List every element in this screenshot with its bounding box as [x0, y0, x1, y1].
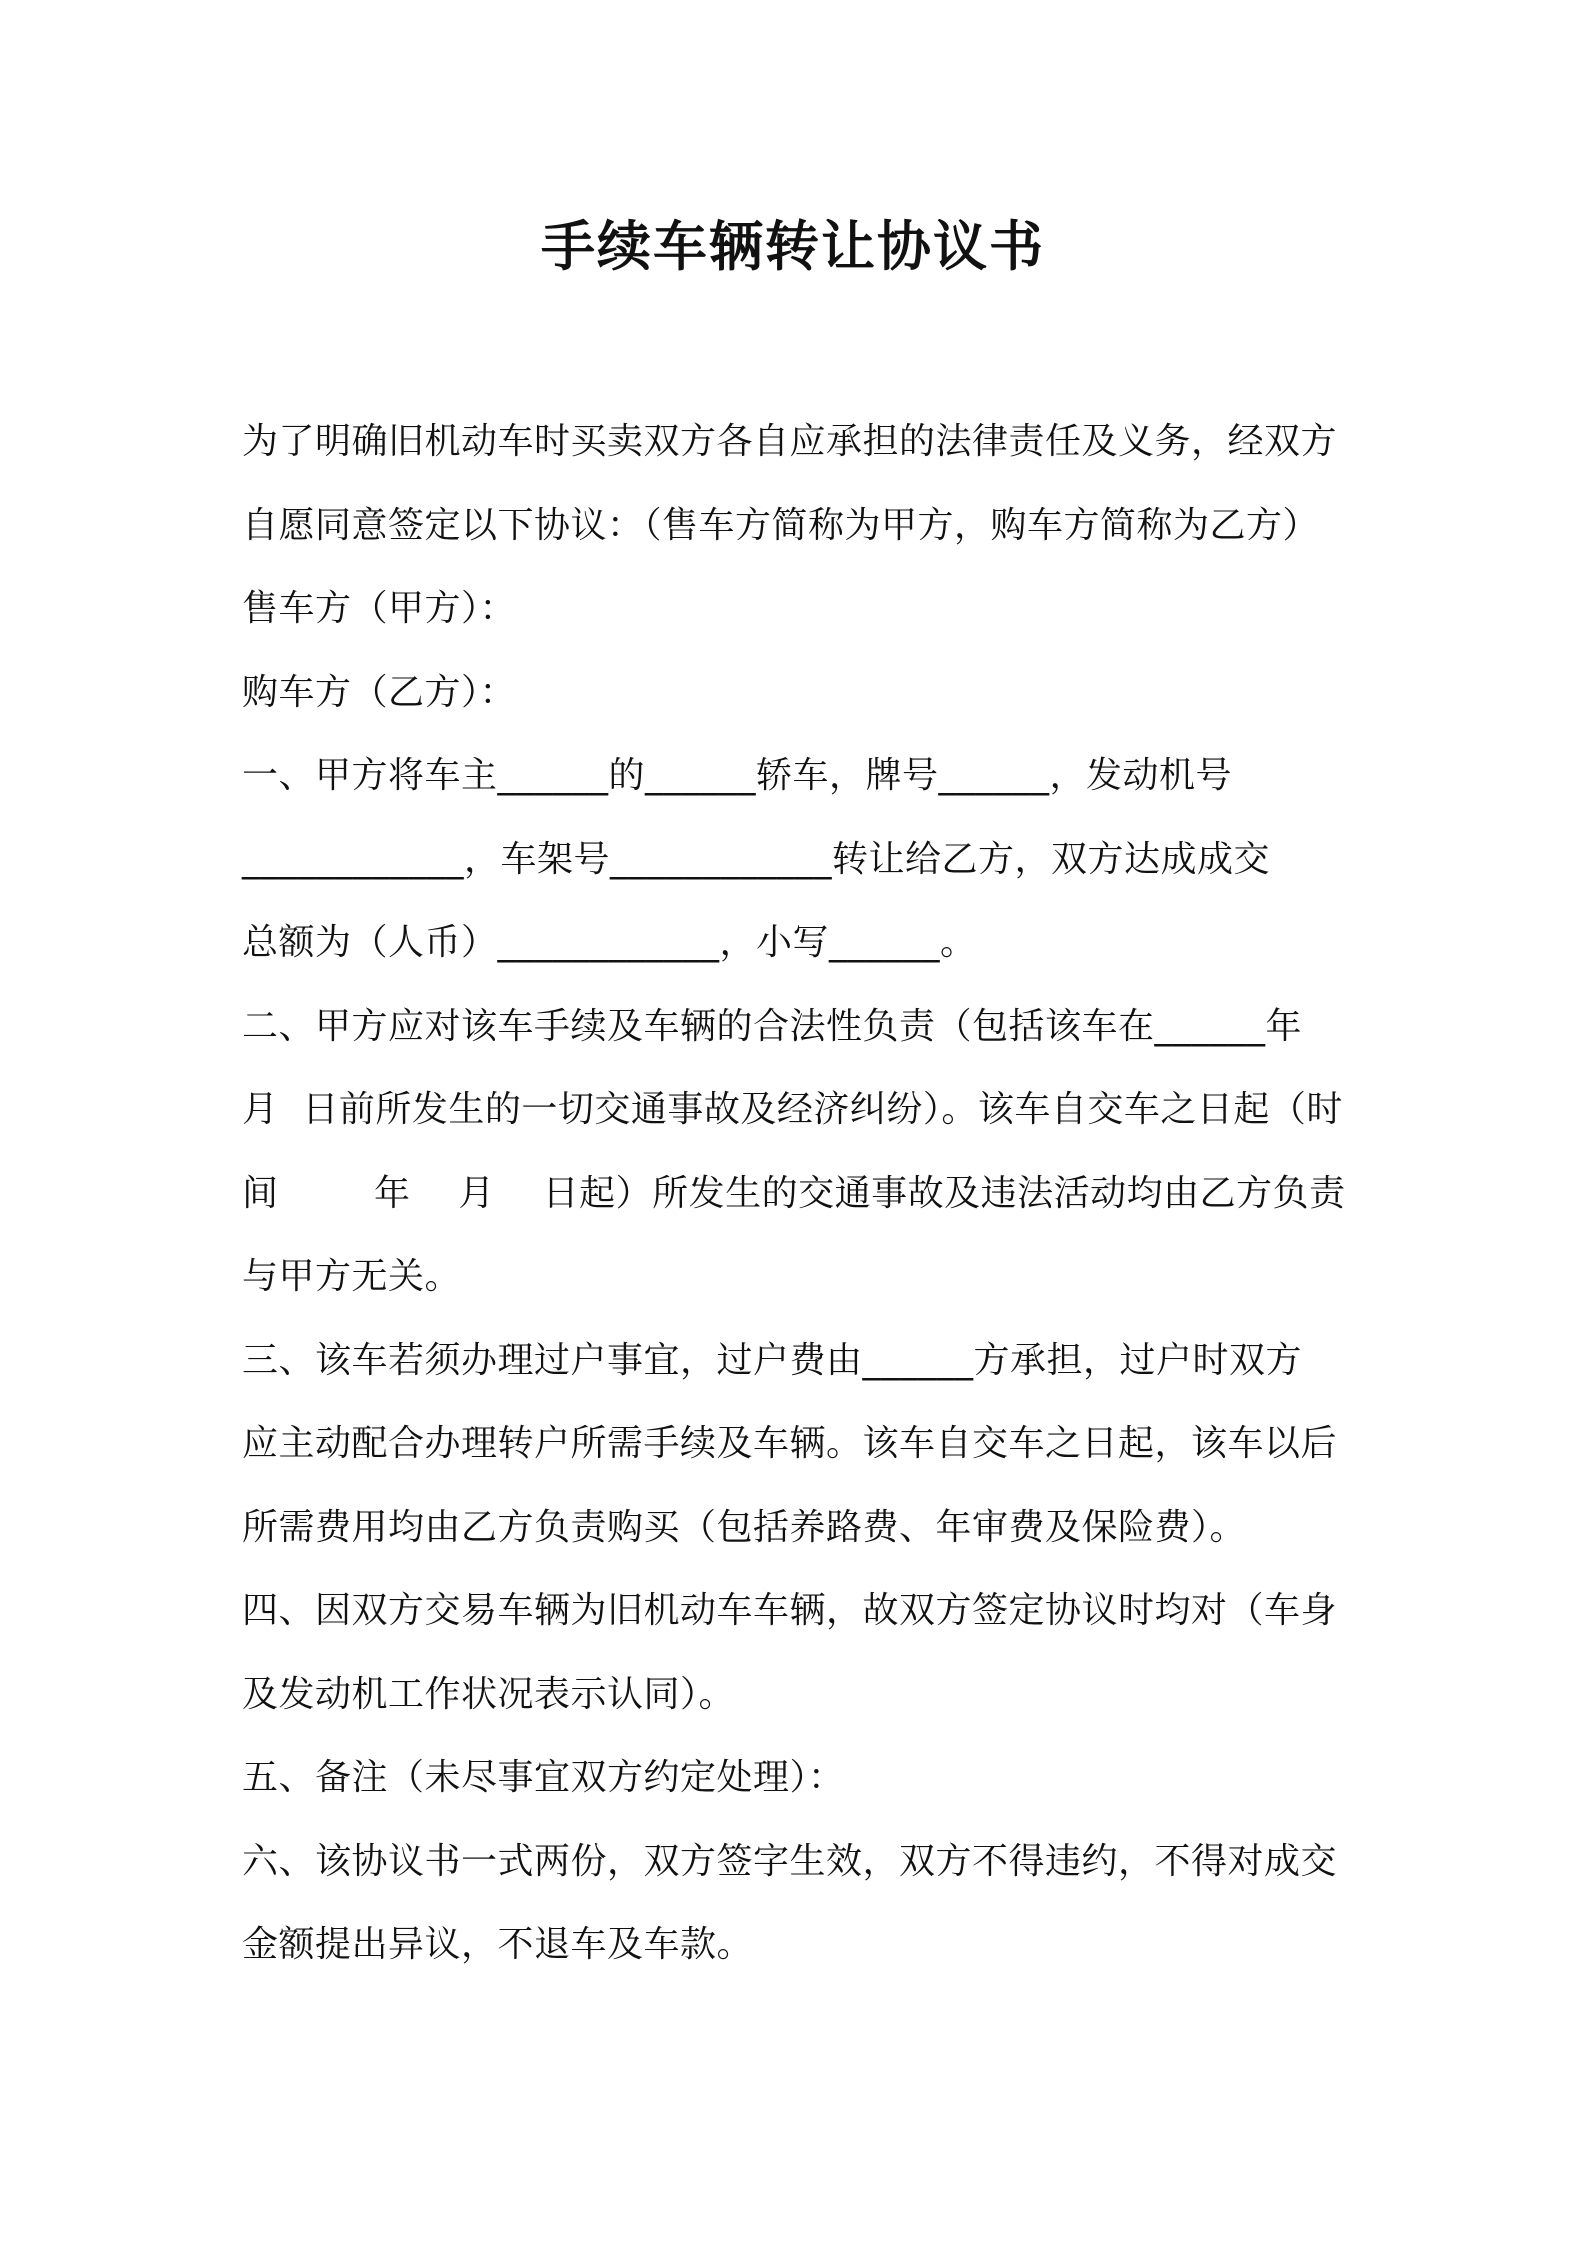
body-line: 为了明确旧机动车时买卖双方各自应承担的法律责任及义务，经双方	[242, 421, 1338, 462]
clause-3-line: 应主动配合办理转户所需手续及车辆。该车自交车之日起，该车以后	[242, 1423, 1338, 1464]
clause-6-line: 金额提出异议，不退车及车款。	[242, 1924, 754, 1965]
clause-3-line: 三、该车若须办理过户事宜，过户费由______方承担，过户时双方	[242, 1339, 1303, 1381]
clause-2-line: 间 年 月 日起）所发生的交通事故及违法活动均由乙方负责	[242, 1172, 1346, 1214]
clause-6-line: 六、该协议书一式两份，双方签字生效，双方不得违约，不得对成交	[242, 1840, 1338, 1882]
seller-line: 售车方（甲方）：	[242, 588, 517, 629]
clause-1-line: 一、甲方将车主______的______轿车，牌号______，发动机号	[242, 755, 1233, 796]
clause-3-line: 所需费用均由乙方负责购买（包括养路费、年审费及保险费）。	[242, 1506, 1247, 1548]
clause-1-line: 总额为（人币）____________，小写______。	[242, 922, 977, 963]
clause-4-line: 及发动机工作状况表示认同）。	[242, 1673, 736, 1715]
clause-4-line: 四、因双方交易车辆为旧机动车车辆，故双方签定协议时均对（车身	[242, 1590, 1338, 1631]
document-title: 手续车辆转让协议书	[541, 215, 1045, 278]
clause-5-line: 五、备注（未尽事宜双方约定处理）：	[242, 1757, 845, 1798]
clause-2-line: 二、甲方应对该车手续及车辆的合法性负责（包括该车在______年	[242, 1005, 1303, 1047]
clause-2-line: 月 日前所发生的一切交通事故及经济纠纷）。该车自交车之日起（时	[242, 1089, 1343, 1130]
clause-2-line: 与甲方无关。	[242, 1256, 462, 1297]
clause-1-line: ____________，车架号____________转让给乙方，双方达成成交	[242, 838, 1271, 880]
body-line: 自愿同意签定以下协议：（售车方简称为甲方，购车方简称为乙方）	[242, 504, 1320, 546]
document-body	[242, 400, 1362, 1987]
buyer-line: 购车方（乙方）：	[242, 671, 517, 713]
